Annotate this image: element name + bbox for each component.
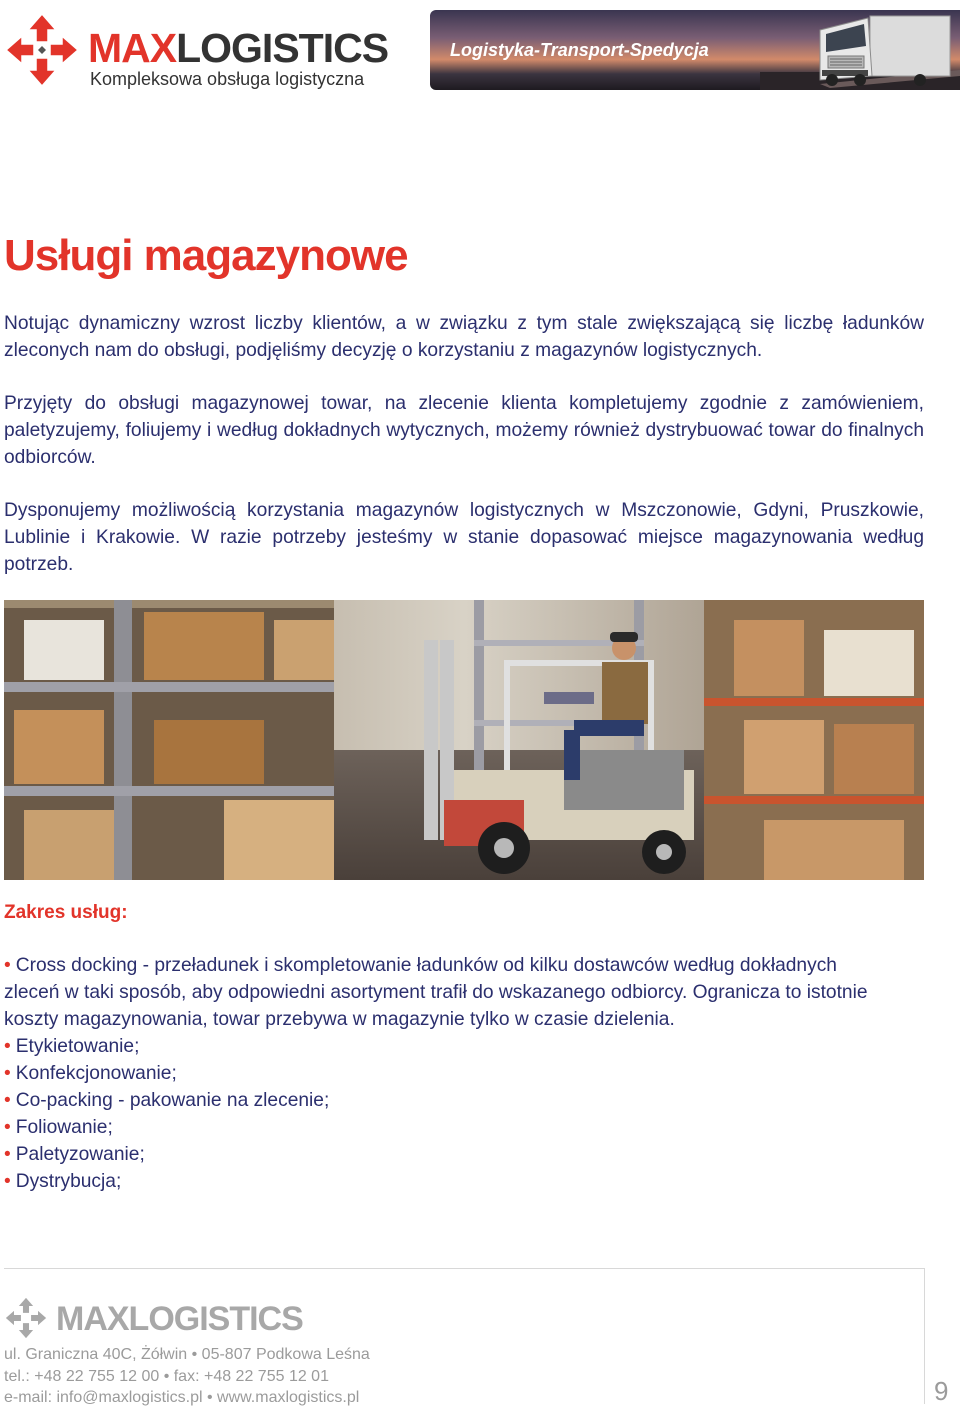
banner-slogan: Logistyka-Transport-Spedycja — [450, 40, 709, 60]
process-paragraph: Przyjęty do obsługi magazynowej towar, na zlecenie klienta kompletujemy zgodnie z zamówieniem, paletyzujemy, foliujemy i według dokładnych wytycznych, możemy również dystrybuować towar do finalnych odbiorców. — [4, 393, 924, 468]
page-title: Usługi magazynowe — [4, 231, 408, 280]
list-item: • Co-packing - pakowanie na zlecenie; — [4, 1090, 330, 1111]
logo-wordmark: MAXLOGISTICS — [88, 25, 389, 71]
truck-image — [760, 10, 960, 90]
footer-logo[interactable] — [4, 1296, 334, 1342]
list-item: • Etykietowanie; — [4, 1036, 140, 1057]
logo-tagline: Kompleksowa obsługa logistyczna — [90, 69, 365, 89]
footer-phone: tel.: +48 22 755 12 00 • fax: +48 22 755 12 01 — [4, 1367, 329, 1385]
footer-email-web[interactable]: e-mail: info@maxlogistics.pl • www.maxlogistics.pl — [4, 1389, 360, 1406]
services-list — [4, 952, 924, 1195]
footer-contact — [4, 1344, 370, 1408]
header-logo[interactable] — [4, 10, 414, 88]
intro-paragraph: Notując dynamiczny wzrost liczby klientów, a w związku z tym stale zwiększającą się liczbę ładunków zleconych nam do obsługi, podjęliśmy decyzję o korzystaniu z magazynów logistycznych. — [4, 313, 924, 361]
locations-paragraph: Dysponujemy możliwością korzystania magazynów logistycznych w Mszczonowie, Gdyni, Pruszkowie, Lublinie i Krakowie. W razie potrzeby jesteśmy w stanie dopasować miejsce magazynowania według potrzeb. — [4, 500, 924, 575]
list-item: • Cross docking - przeładunek i skompletowanie ładunków od kilku dostawców według dokładnych zleceń w taki sposób, aby odpowiedni asortyment trafił do wskazanego odbiorcy. Ogranicza to istotnie koszty magazynowania, towar przebywa w magazynie tylko w czasie dzielenia. — [4, 955, 868, 1030]
list-item: • Foliowanie; — [4, 1117, 113, 1138]
page-number: 9 — [934, 1376, 949, 1406]
header-banner — [430, 10, 960, 90]
footer-divider — [4, 1268, 924, 1269]
list-item: • Paletyzowanie; — [4, 1144, 145, 1165]
list-item: • Konfekcjonowanie; — [4, 1063, 177, 1084]
footer-address: ul. Graniczna 40C, Żółwin • 05-807 Podkowa Leśna — [4, 1346, 370, 1363]
logo-arrows-icon — [4, 1296, 48, 1340]
footer-logo-wordmark: MAXLOGISTICS — [56, 1300, 303, 1338]
list-item: • Dystrybucja; — [4, 1171, 122, 1192]
footer-divider-vertical — [924, 1268, 925, 1404]
forklift-warehouse-photo — [4, 600, 924, 880]
services-heading: Zakres usług: — [4, 902, 128, 923]
logo-arrows-icon — [4, 12, 80, 88]
